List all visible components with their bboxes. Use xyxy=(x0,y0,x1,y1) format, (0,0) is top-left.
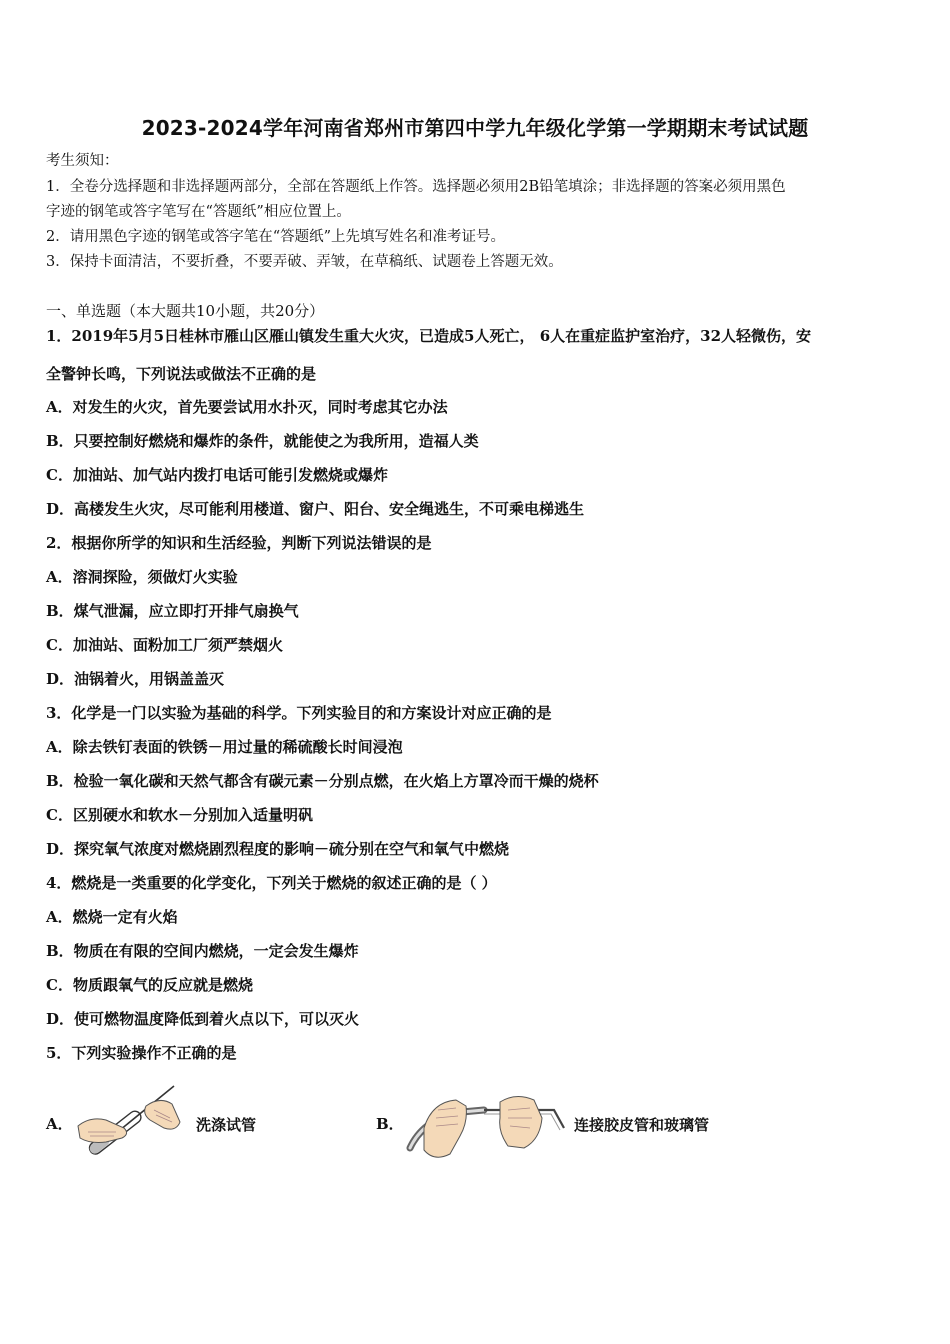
option-letter: A． xyxy=(46,1115,73,1133)
answer-option[interactable]: B．煤气泄漏，应立即打开排气扇换气 xyxy=(46,602,299,620)
question-stem: 4．燃烧是一类重要的化学变化，下列关于燃烧的叙述正确的是（ ） xyxy=(46,874,497,892)
page-title: 2023-2024学年河南省郑州市第四中学九年级化学第一学期期末考试试题 xyxy=(141,116,809,140)
answer-option[interactable]: C．加油站、加气站内拨打电话可能引发燃烧或爆炸 xyxy=(46,466,388,484)
tube-connecting-icon xyxy=(404,1088,572,1166)
section-heading: 一、单选题（本大题共10小题，共20分） xyxy=(46,302,325,320)
answer-option[interactable]: B．只要控制好燃烧和爆炸的条件，就能使之为我所用，造福人类 xyxy=(46,432,479,450)
answer-option[interactable]: D．探究氧气浓度对燃烧剧烈程度的影响－硫分别在空气和氧气中燃烧 xyxy=(46,840,510,858)
question-stem: 2．根据你所学的知识和生活经验，判断下列说法错误的是 xyxy=(46,534,432,552)
answer-option[interactable]: D．使可燃物温度降低到着火点以下，可以灭火 xyxy=(46,1010,360,1028)
answer-option[interactable]: A．溶洞探险，须做灯火实验 xyxy=(46,568,238,586)
notice-item: 2．请用黑色字迹的钢笔或答字笔在“答题纸”上先填写姓名和准考证号。 xyxy=(46,229,506,245)
answer-option[interactable]: A．燃烧一定有火焰 xyxy=(46,908,178,926)
test-tube-washing-icon xyxy=(76,1082,188,1166)
answer-option[interactable]: D．高楼发生火灾，尽可能利用楼道、窗户、阳台、安全绳逃生，不可乘电梯逃生 xyxy=(46,500,585,518)
question-stem: 1．2019年5月5日桂林市雁山区雁山镇发生重大火灾，已造成5人死亡， 6人在重症监护室治疗，32人轻微伤，安 xyxy=(46,327,812,345)
option-caption: 连接胶皮管和玻璃管 xyxy=(574,1116,710,1134)
question-stem: 5．下列实验操作不正确的是 xyxy=(46,1044,237,1062)
question-stem: 3．化学是一门以实验为基础的科学。下列实验目的和方案设计对应正确的是 xyxy=(46,704,552,722)
answer-option[interactable]: A．对发生的火灾，首先要尝试用水扑灭，同时考虑其它办法 xyxy=(46,398,448,416)
answer-option[interactable]: D．油锅着火，用锅盖盖灭 xyxy=(46,670,225,688)
notice-item: 字迹的钢笔或答字笔写在“答题纸”相应位置上。 xyxy=(46,204,351,220)
answer-option[interactable]: C．物质跟氧气的反应就是燃烧 xyxy=(46,976,253,994)
answer-option[interactable]: B．物质在有限的空间内燃烧，一定会发生爆炸 xyxy=(46,942,359,960)
notice-item: 1．全卷分选择题和非选择题两部分，全部在答题纸上作答。选择题必须用2B铅笔填涂；非选择题的答案必须用黑色 xyxy=(46,179,786,195)
notice-heading: 考生须知： xyxy=(46,153,119,169)
option-caption: 洗涤试管 xyxy=(196,1116,257,1134)
notice-item: 3．保持卡面清洁，不要折叠，不要弄破、弄皱，在草稿纸、试题卷上答题无效。 xyxy=(46,254,563,270)
answer-option[interactable]: C．区别硬水和软水－分别加入适量明矾 xyxy=(46,806,313,824)
question-stem: 全警钟长鸣，下列说法或做法不正确的是 xyxy=(46,365,317,383)
answer-option[interactable]: C．加油站、面粉加工厂须严禁烟火 xyxy=(46,636,283,654)
option-letter: B． xyxy=(376,1115,404,1133)
answer-option[interactable]: B．检验一氧化碳和天然气都含有碳元素－分别点燃，在火焰上方罩冷而干燥的烧杯 xyxy=(46,772,599,790)
answer-option[interactable]: A．除去铁钉表面的铁锈－用过量的稀硫酸长时间浸泡 xyxy=(46,738,403,756)
